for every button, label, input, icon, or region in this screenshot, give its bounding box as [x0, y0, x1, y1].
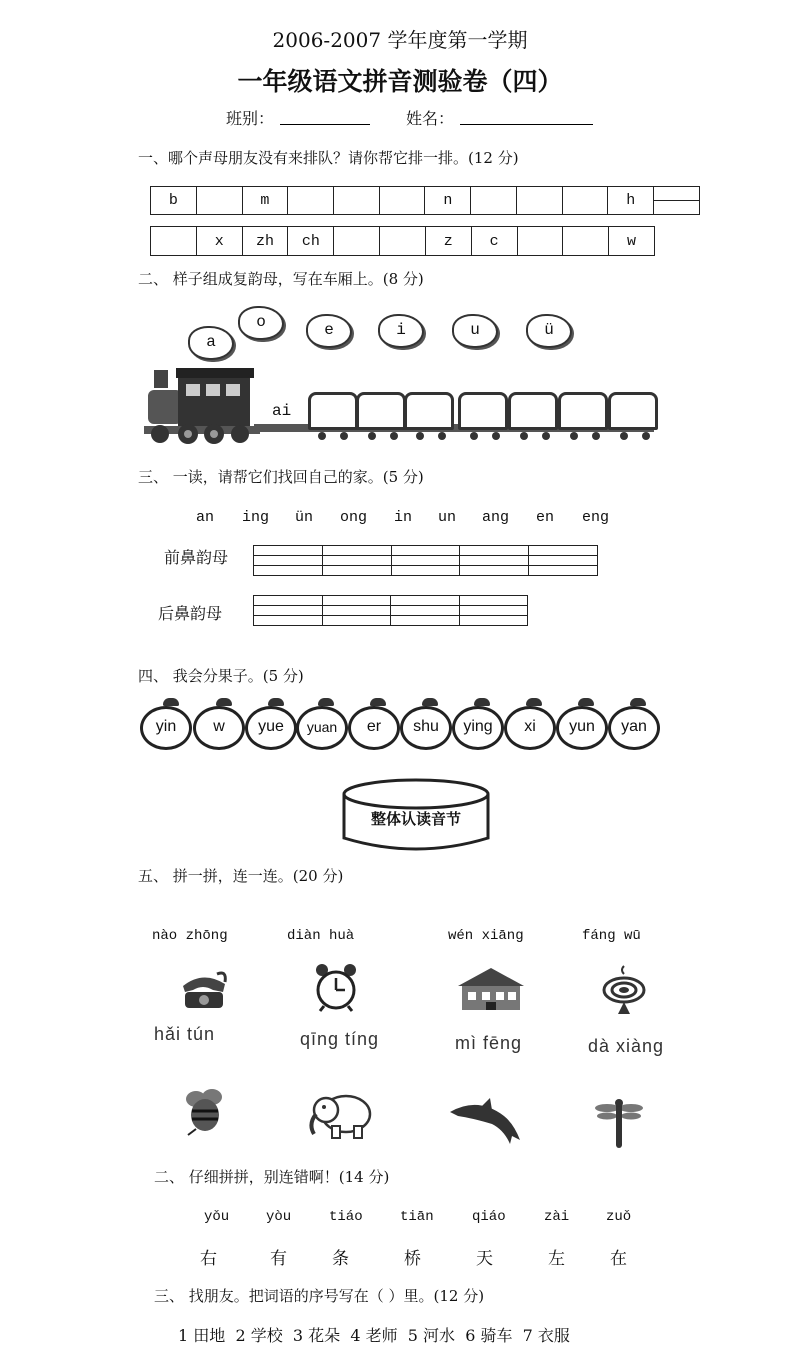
leaf-icon: [526, 698, 542, 706]
answer-cell[interactable]: [254, 546, 323, 556]
fruit-syllable[interactable]: shu: [400, 706, 452, 750]
pinyin-word: yǒu: [204, 1209, 230, 1225]
pinyin-word: mì fēng: [455, 1033, 523, 1053]
name-label: 姓名：: [406, 109, 455, 128]
wheel-icon: [542, 432, 550, 440]
wheel-icon: [416, 432, 424, 440]
grid-cell[interactable]: [654, 187, 700, 201]
consonant-grid-row-1: [150, 186, 700, 215]
grid-cell[interactable]: x: [196, 227, 242, 256]
leaf-icon: [268, 698, 284, 706]
dragonfly-icon[interactable]: [594, 1098, 644, 1150]
grid-cell[interactable]: [334, 227, 380, 256]
grid-cell[interactable]: h: [608, 187, 654, 215]
grid-cell[interactable]: [562, 187, 608, 215]
back-nasal-label: 后鼻韵母: [158, 604, 223, 623]
hanzi-char[interactable]: 条: [332, 1249, 349, 1269]
question-3-title: 三、 一读，请帮它们找回自己的家。(5 分): [138, 468, 424, 486]
final-word: ong: [340, 509, 368, 526]
answer-cell[interactable]: [322, 596, 391, 606]
wheel-icon: [340, 432, 348, 440]
final-word: un: [438, 509, 457, 526]
fruit-syllable[interactable]: ying: [452, 706, 504, 750]
train-car[interactable]: [458, 392, 508, 430]
bee-icon[interactable]: [178, 1085, 232, 1137]
vowel-cloud: a: [188, 326, 234, 360]
word-list: 1 田地 2 学校 3 花朵 4 老师 5 河水 6 骑车 7 衣服: [178, 1326, 570, 1345]
wheel-icon: [592, 432, 600, 440]
leaf-icon: [578, 698, 594, 706]
fruit-syllable[interactable]: er: [348, 706, 400, 750]
train-car[interactable]: [356, 392, 406, 430]
class-label: 班别：: [226, 109, 275, 128]
train-car[interactable]: [308, 392, 358, 430]
train-car[interactable]: [608, 392, 658, 430]
question-6-title: 二、 仔细拼拼，别连错啊！(14 分): [154, 1168, 390, 1186]
vowel-cloud: u: [452, 314, 498, 348]
grid-cell[interactable]: [563, 227, 609, 256]
pinyin-word: nào zhōng: [152, 928, 228, 944]
question-7-title: 三、 找朋友。把词语的序号写在（ ）里。(12 分): [154, 1287, 485, 1305]
basket-label: 整体认读音节: [370, 811, 461, 828]
consonant-grid-row-2: [150, 226, 655, 256]
fruit-syllable[interactable]: yun: [556, 706, 608, 750]
back-nasal-grid: [253, 595, 528, 626]
final-word: ing: [242, 509, 270, 526]
pinyin-word: qīng tíng: [300, 1029, 380, 1049]
locomotive-icon: [140, 340, 260, 446]
pinyin-word: zài: [544, 1209, 570, 1225]
grid-cell[interactable]: c: [471, 227, 517, 256]
final-word: in: [394, 509, 413, 526]
fruit-syllable[interactable]: w: [193, 706, 245, 750]
question-5-title: 五、 拼一拼，连一连。(20 分): [138, 867, 344, 885]
pinyin-word: diàn huà: [287, 928, 355, 944]
wheel-icon: [438, 432, 446, 440]
front-nasal-grid: [253, 545, 598, 576]
page-title: 一年级语文拼音测验卷（四）: [237, 67, 563, 96]
final-word: ang: [482, 509, 510, 526]
fruit-syllable[interactable]: xi: [504, 706, 556, 750]
question-2-title: 二、 样子组成复韵母，写在车厢上。(8 分): [138, 270, 424, 288]
answer-cell[interactable]: [460, 546, 529, 556]
answer-cell[interactable]: [529, 546, 598, 556]
leaf-icon: [474, 698, 490, 706]
name-field[interactable]: [460, 124, 593, 125]
hanzi-char[interactable]: 天: [476, 1249, 493, 1269]
grid-cell[interactable]: w: [609, 227, 655, 256]
class-field[interactable]: [280, 124, 370, 125]
grid-cell[interactable]: [516, 187, 562, 215]
hanzi-char[interactable]: 有: [270, 1249, 287, 1269]
train-car[interactable]: [558, 392, 608, 430]
pinyin-word: tiān: [400, 1209, 434, 1225]
question-4-title: 四、 我会分果子。(5 分): [138, 667, 304, 685]
grid-cell[interactable]: [288, 187, 334, 215]
question-1-title: 一、哪个声母朋友没有来排队？请你帮它排一排。(12 分): [138, 149, 519, 167]
fruit-syllable[interactable]: yue: [245, 706, 297, 750]
grid-cell[interactable]: [379, 187, 425, 215]
final-word: ün: [295, 509, 314, 526]
wheel-icon: [318, 432, 326, 440]
wheel-icon: [620, 432, 628, 440]
leaf-icon: [163, 698, 179, 706]
train-car[interactable]: [508, 392, 558, 430]
vowel-cloud: e: [306, 314, 352, 348]
leaf-icon: [216, 698, 232, 706]
wheel-icon: [492, 432, 500, 440]
vowel-cloud: i: [378, 314, 424, 348]
elephant-icon[interactable]: [306, 1090, 376, 1142]
wheel-icon: [570, 432, 578, 440]
final-word: en: [536, 509, 555, 526]
grid-cell[interactable]: zh: [242, 227, 288, 256]
wheel-icon: [470, 432, 478, 440]
fruit-syllable[interactable]: yuan: [296, 706, 348, 750]
answer-cell[interactable]: [254, 596, 323, 606]
hanzi-char[interactable]: 左: [548, 1249, 565, 1269]
telephone-icon[interactable]: [175, 964, 231, 1012]
pinyin-word: fáng wū: [582, 928, 641, 944]
grid-cell[interactable]: m: [242, 187, 288, 215]
pinyin-word: tiáo: [329, 1209, 363, 1225]
alarm-clock-icon[interactable]: [312, 960, 360, 1012]
leaf-icon: [422, 698, 438, 706]
grid-cell[interactable]: [196, 187, 242, 215]
pinyin-word: yòu: [266, 1209, 292, 1225]
grid-cell[interactable]: b: [151, 187, 197, 215]
leaf-icon: [318, 698, 334, 706]
hanzi-char[interactable]: 桥: [404, 1249, 421, 1269]
leaf-icon: [370, 698, 386, 706]
train-car[interactable]: [404, 392, 454, 430]
final-word: an: [196, 509, 215, 526]
final-word: eng: [582, 509, 610, 526]
grid-cell[interactable]: z: [425, 227, 471, 256]
vowel-cloud: o: [238, 306, 284, 340]
hanzi-char[interactable]: 右: [200, 1249, 217, 1269]
hanzi-char[interactable]: 在: [610, 1249, 627, 1269]
grid-cell[interactable]: [151, 227, 197, 256]
grid-cell[interactable]: [471, 187, 517, 215]
answer-cell[interactable]: [459, 596, 528, 606]
pinyin-word: qiáo: [472, 1209, 506, 1225]
wheel-icon: [642, 432, 650, 440]
leaf-icon: [630, 698, 646, 706]
pinyin-word: dà xiàng: [588, 1036, 665, 1056]
front-nasal-label: 前鼻韵母: [164, 548, 229, 567]
grid-cell[interactable]: [517, 227, 563, 256]
grid-cell[interactable]: [654, 201, 700, 215]
house-icon[interactable]: [456, 966, 526, 1012]
wheel-icon: [520, 432, 528, 440]
grid-cell[interactable]: [380, 227, 426, 256]
grid-cell[interactable]: n: [425, 187, 471, 215]
grid-cell[interactable]: [334, 187, 380, 215]
pinyin-word: wén xiāng: [448, 928, 524, 944]
wheel-icon: [368, 432, 376, 440]
pinyin-word: zuǒ: [606, 1209, 632, 1225]
mosquito-coil-icon[interactable]: [600, 962, 648, 1016]
fruit-syllable[interactable]: yin: [140, 706, 192, 750]
answer-cell[interactable]: [391, 596, 460, 606]
answer-cell[interactable]: [322, 546, 391, 556]
wheel-icon: [390, 432, 398, 440]
vowel-cloud: ü: [526, 314, 572, 348]
exam-year: 2006-2007 学年度第一学期: [272, 28, 528, 52]
first-car-answer: ai: [272, 402, 292, 420]
fruit-syllable[interactable]: yan: [608, 706, 660, 750]
pinyin-word: hǎi tún: [154, 1024, 216, 1044]
grid-cell[interactable]: ch: [288, 227, 334, 256]
answer-cell[interactable]: [391, 546, 460, 556]
dolphin-icon[interactable]: [448, 1094, 528, 1146]
